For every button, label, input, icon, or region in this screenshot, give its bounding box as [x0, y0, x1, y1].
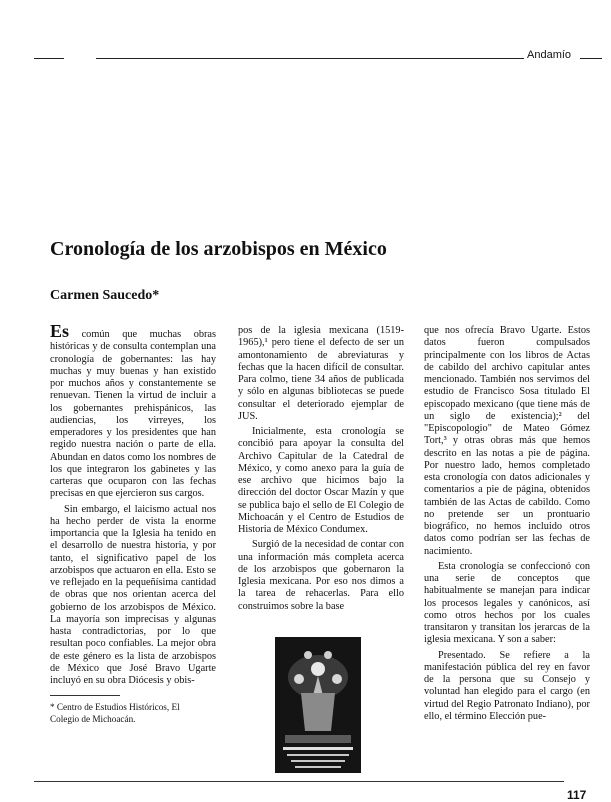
- header-rule-right: [580, 58, 602, 59]
- column-3: [424, 325, 590, 726]
- paragraph: Esta cronología se confeccionó con una serie de conceptos que habitualmente se manejan para indicar los procesos legales y canónicos, así como otros hechos por los cuales transitaron y transitan los jerarcas de la iglesia mexicana. Y son a saber:: [424, 560, 590, 646]
- paragraph: Sin embargo, el laicismo actual nos ha hecho perder de vista la enorme importancia que la Iglesia ha tenido en el desarrollo de nuestra historia, y por tanto, el significativo papel de los arzobispos que actuaron en ella. Esto se ve reflejado en la pequeñísima cantidad de obras que nos orientan acerca del gobierno de los arzobispos de México. La mayoría son imprecisas y algunas hasta contradictorias, por lo que resultan poco confiables. La mejor obra de este género es la lista de arzobispos de México que José Bravo Ugarte incluyó en su obra Diócesis y obis-: [50, 503, 216, 686]
- footer-rule: [34, 781, 564, 782]
- page-number: 117: [567, 788, 587, 802]
- article-title: Cronología de los arzobispos en México: [50, 238, 387, 260]
- opening-word: Es: [50, 321, 70, 341]
- paragraph: Inicialmente, esta cronología se concibió para apoyar la consulta del Archivo Capitular de la Catedral de México, y como anexo para la guía de ese archivo que hicimos bajo la dirección del doctor Oscar Mazín y que se publica bajo el sello de El Colegio de Michoacán y el Centro de Estudios de Historia de México Condumex.: [238, 426, 404, 535]
- header-rule: [96, 58, 524, 59]
- section-header: Andamío: [527, 49, 572, 61]
- column-2: [238, 325, 404, 616]
- paragraph: pos de la iglesia mexicana (1519-1965),¹ pero tiene el defecto de ser un amontonamiento de abreviaturas y fechas que la hacen difícil de consultar. Para colmo, tiene 34 años de publicada y sólo en algunas bibliotecas se puede consultar el deteriorado ejemplar de JUS.: [238, 325, 404, 422]
- paragraph: Surgió de la necesidad de contar con una información más completa acerca de los arzobispos que gobernaron la Iglesia mexicana. Por eso nos dimos a la tarea de rehacerlas. Para ello construimos sobre la base: [238, 539, 404, 612]
- column-1: [50, 321, 216, 690]
- paragraph: Es común que muchas obras históricas y de consulta contemplan una cronología de gobernantes: las hay muchas y muy buenas y han existido por muchos años y constantemente se renuevan. Tienen la virtud de incluir a los gobernantes prehispánicos, las audiencias, los virreyes, los emperadores y los presidentes que han regido nuestra nación o parte de ella. Abundan en datos como los nombres de los que integraron los gabinetes y las carteras que ocuparon con las fechas precisas en que ejercieron sus cargos.: [50, 321, 216, 500]
- footnote: * Centro de Estudios Históricos, El Colegio de Michoacán.: [50, 702, 180, 724]
- article-author: Carmen Saucedo*: [50, 288, 160, 303]
- illustration-engraving: [273, 635, 363, 775]
- footnote-rule: [50, 695, 120, 696]
- paragraph: que nos ofrecía Bravo Ugarte. Estos datos fueron compulsados principalmente con los libros de Actas de cabildo del archivo capitular antes mencionado. También nos servimos del estudio de Francisco Sosa titulado El episcopado mexicano (que tiene más de un siglo de existencia);² del "Episcopologio" de Mateo Gómez Tort,³ y otras obras más que hemos descrito en las notas a pie de página. Por nuestro lado, hemos completado esta cronología con datos adicionales y comentarios a pie de página, obtenidos también de las Actas de cabildo. Como no pretende ser un prontuario biográfico, no hemos incluido otros datos como podrían ser las fechas de nacimiento.: [424, 325, 590, 557]
- header-rule-left: [34, 58, 64, 59]
- paragraph: Presentado. Se refiere a la manifestación pública del rey en favor de la persona que su Consejo y voluntad han elegido para el cargo (en virtud del Regio Patronato Indiano), por ello, el término Elección pue-: [424, 649, 590, 722]
